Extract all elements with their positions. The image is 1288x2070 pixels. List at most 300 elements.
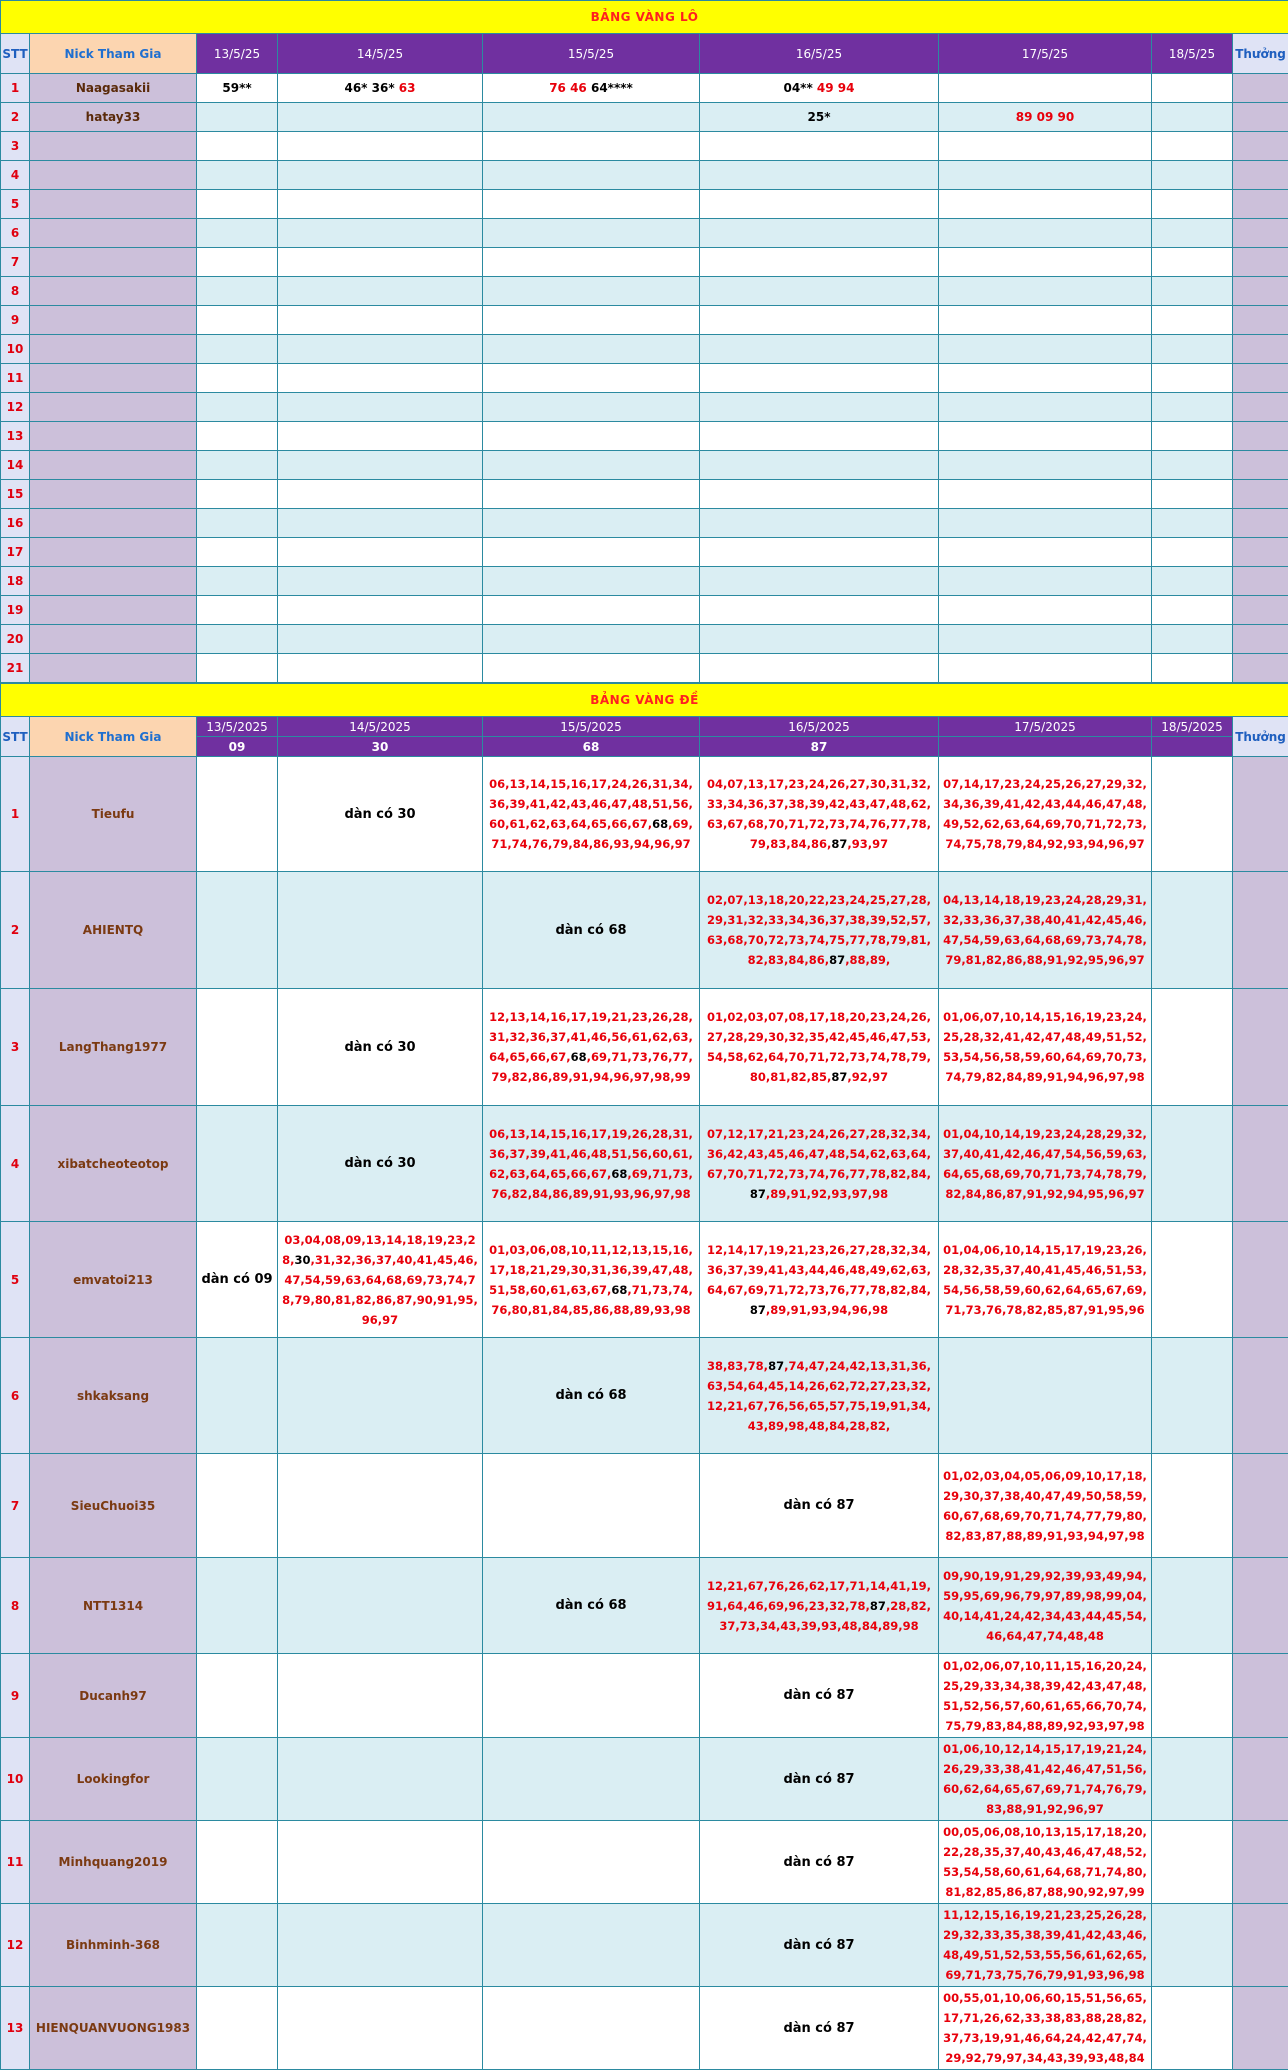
- lo-cell: [278, 161, 483, 190]
- row-thuong: [1233, 872, 1288, 989]
- lo-value: 04**: [783, 81, 816, 95]
- lo-cell: [197, 654, 278, 683]
- lo-cell: [1152, 480, 1233, 509]
- lo-row: [1, 219, 1288, 248]
- de-result: [1152, 737, 1233, 757]
- lo-cell: [1152, 625, 1233, 654]
- row-stt: 20: [1, 625, 30, 654]
- lo-cell: [939, 306, 1152, 335]
- row-thuong: [1233, 190, 1288, 219]
- de-numbers: ,71,73,74,76,80,81,84,85,86,88,89,93,98: [491, 1283, 693, 1317]
- de-cell: [483, 1454, 700, 1558]
- row-thuong: [1233, 1654, 1288, 1738]
- lo-cell: [483, 248, 700, 277]
- de-numbers: ,89,91,93,94,96,98: [766, 1303, 888, 1317]
- de-header-date: 13/5/2025: [197, 717, 278, 737]
- de-numbers: 06,13,14,15,16,17,19,26,28,31,36,37,39,41,46,48,51,56,60,61,62,63,64,65,66,67,: [489, 1127, 693, 1181]
- row-stt: 21: [1, 654, 30, 683]
- row-thuong: [1233, 1106, 1288, 1222]
- de-number-hit: 87: [750, 1187, 766, 1201]
- lo-cell: [483, 538, 700, 567]
- lo-cell: [1152, 190, 1233, 219]
- de-dan-label: dàn có 87: [783, 1938, 854, 1953]
- row-stt: 14: [1, 451, 30, 480]
- de-result: 87: [700, 737, 939, 757]
- de-header-stt: STT: [1, 717, 30, 757]
- row-stt: 12: [1, 393, 30, 422]
- row-nick: xibatcheoteotop: [30, 1106, 197, 1222]
- lo-cell: [197, 74, 278, 103]
- lo-cell: [197, 103, 278, 132]
- de-cell: [483, 757, 700, 872]
- row-thuong: [1233, 393, 1288, 422]
- de-cell: [197, 1222, 278, 1338]
- lo-cell: [197, 364, 278, 393]
- lo-cell: [278, 538, 483, 567]
- lo-cell: [197, 422, 278, 451]
- de-numbers: 03,04,08,09,13,14,18,19,23,28,: [282, 1233, 476, 1267]
- lo-value: 46* 36*: [344, 81, 398, 95]
- de-cell: [1152, 1738, 1233, 1821]
- row-nick: LangThang1977: [30, 989, 197, 1106]
- lo-cell: [939, 393, 1152, 422]
- lo-cell: [1152, 74, 1233, 103]
- lo-header-nick: Nick Tham Gia: [30, 34, 197, 74]
- de-row: [1, 1338, 1288, 1454]
- row-nick: [30, 306, 197, 335]
- de-dan-label: dàn có 30: [344, 1040, 415, 1055]
- lo-row: [1, 480, 1288, 509]
- de-cell: [939, 1738, 1152, 1821]
- de-cell: [1152, 989, 1233, 1106]
- de-cell: [1152, 1821, 1233, 1904]
- de-cell: [700, 989, 939, 1106]
- row-nick: HIENQUANVUONG1983: [30, 1987, 197, 2070]
- de-cell: [939, 1821, 1152, 1904]
- row-thuong: [1233, 103, 1288, 132]
- de-numbers: 01,06,10,12,14,15,17,19,21,24,26,29,33,38,41,42,46,47,51,56,60,62,64,65,67,69,71,74,76,79,83,88,91,92,96,97: [939, 1739, 1151, 1819]
- de-cell: [939, 1454, 1152, 1558]
- row-thuong: [1233, 1987, 1288, 2070]
- de-numbers: 02,07,13,18,20,22,23,24,25,27,28,29,31,32,33,34,36,37,38,39,52,57,63,68,70,72,73,74,75,77,78,79,81,82,83,84,86,: [707, 893, 931, 967]
- lo-value: 64****: [591, 81, 633, 95]
- lo-cell: [197, 480, 278, 509]
- row-thuong: [1233, 1904, 1288, 1987]
- row-nick: [30, 422, 197, 451]
- lo-cell: [197, 248, 278, 277]
- lo-cell: [700, 190, 939, 219]
- de-cell: [939, 1654, 1152, 1738]
- row-nick: [30, 567, 197, 596]
- de-cell: [197, 1904, 278, 1987]
- row-stt: 11: [1, 364, 30, 393]
- row-thuong: [1233, 1558, 1288, 1654]
- lo-cell: [939, 335, 1152, 364]
- row-nick: [30, 132, 197, 161]
- lo-cell: [939, 132, 1152, 161]
- lo-value-hit: 49 94: [817, 81, 855, 95]
- row-nick: [30, 509, 197, 538]
- row-thuong: [1233, 480, 1288, 509]
- row-thuong: [1233, 567, 1288, 596]
- row-nick: Binhminh-368: [30, 1904, 197, 1987]
- de-number-hit: 87: [870, 1599, 886, 1613]
- de-cell: [700, 1904, 939, 1987]
- lo-cell: [278, 132, 483, 161]
- row-thuong: [1233, 509, 1288, 538]
- de-dan-label: dàn có 87: [783, 1688, 854, 1703]
- row-stt: 7: [1, 248, 30, 277]
- lo-row: [1, 509, 1288, 538]
- de-cell: [483, 1222, 700, 1338]
- row-stt: 13: [1, 1987, 30, 2070]
- row-stt: 5: [1, 1222, 30, 1338]
- de-cell: [197, 872, 278, 989]
- lo-cell: [939, 219, 1152, 248]
- de-numbers: ,92,97: [847, 1070, 888, 1084]
- row-thuong: [1233, 132, 1288, 161]
- row-thuong: [1233, 538, 1288, 567]
- lo-cell: [1152, 538, 1233, 567]
- lo-cell: [939, 451, 1152, 480]
- row-stt: 3: [1, 132, 30, 161]
- de-dan-label: dàn có 09: [201, 1272, 272, 1287]
- de-numbers: 09,90,19,91,29,92,39,93,49,94,59,95,69,96,79,97,89,98,99,04,40,14,41,24,42,34,43,44,45,54,46,64,47,74,48,48: [939, 1566, 1151, 1646]
- de-numbers: 00,55,01,10,06,60,15,51,56,65,17,71,26,62,33,38,83,88,28,82,37,73,19,91,46,64,24,42,47,74,29,92,79,97,34,43,39,93,48,84: [939, 1988, 1151, 2068]
- row-stt: 10: [1, 335, 30, 364]
- lo-cell: [1152, 335, 1233, 364]
- lo-cell: [700, 306, 939, 335]
- lo-cell: [483, 596, 700, 625]
- lo-cell: [197, 161, 278, 190]
- lo-cell: [483, 161, 700, 190]
- lo-cell: [278, 364, 483, 393]
- de-cell: [700, 1821, 939, 1904]
- de-number-hit: 68: [611, 1167, 627, 1181]
- de-numbers: ,88,89,: [845, 953, 890, 967]
- de-cell: [483, 1106, 700, 1222]
- lo-cell: [700, 538, 939, 567]
- de-dan-label: dàn có 68: [555, 1598, 626, 1613]
- lo-cell: [1152, 248, 1233, 277]
- lo-cell: [483, 480, 700, 509]
- row-nick: [30, 248, 197, 277]
- lo-cell: [483, 219, 700, 248]
- lo-cell: [483, 335, 700, 364]
- de-numbers: ,69,71,73,76,82,84,86,89,91,93,96,97,98: [491, 1167, 693, 1201]
- de-header-date: 18/5/2025: [1152, 717, 1233, 737]
- de-cell: [278, 1738, 483, 1821]
- row-thuong: [1233, 1338, 1288, 1454]
- lo-cell: [700, 451, 939, 480]
- row-nick: [30, 219, 197, 248]
- lo-table: [0, 0, 1288, 683]
- lo-header-thuong: Thưởng: [1233, 34, 1288, 74]
- lo-cell: [1152, 393, 1233, 422]
- row-thuong: [1233, 757, 1288, 872]
- de-cell: [1152, 1106, 1233, 1222]
- lo-cell: [483, 422, 700, 451]
- lo-cell: [939, 161, 1152, 190]
- de-cell: [278, 1654, 483, 1738]
- de-cell: [700, 1106, 939, 1222]
- de-cell: [483, 1987, 700, 2070]
- lo-cell: [197, 596, 278, 625]
- row-thuong: [1233, 625, 1288, 654]
- lo-cell: [939, 422, 1152, 451]
- row-nick: Ducanh97: [30, 1654, 197, 1738]
- lo-cell: [278, 393, 483, 422]
- lo-cell: [939, 190, 1152, 219]
- de-numbers: 12,13,14,16,17,19,21,23,26,28,31,32,36,37,41,46,56,61,62,63,64,65,66,67,: [489, 1010, 693, 1064]
- lo-value-hit: 76 46: [549, 81, 591, 95]
- lo-row: [1, 306, 1288, 335]
- row-stt: 2: [1, 872, 30, 989]
- de-cell: [278, 1454, 483, 1558]
- de-cell: [197, 1558, 278, 1654]
- lo-cell: [278, 654, 483, 683]
- lo-header-date: 15/5/25: [483, 34, 700, 74]
- row-thuong: [1233, 248, 1288, 277]
- row-thuong: [1233, 422, 1288, 451]
- de-header-date: 16/5/2025: [700, 717, 939, 737]
- row-nick: SieuChuoi35: [30, 1454, 197, 1558]
- de-dan-label: dàn có 87: [783, 2021, 854, 2036]
- de-cell: [700, 1454, 939, 1558]
- row-stt: 10: [1, 1738, 30, 1821]
- de-cell: [483, 989, 700, 1106]
- lo-cell: [1152, 103, 1233, 132]
- lo-cell: [278, 451, 483, 480]
- lo-cell: [1152, 306, 1233, 335]
- de-cell: [939, 1338, 1152, 1454]
- row-stt: 8: [1, 1558, 30, 1654]
- de-numbers: ,28,82,37,73,34,43,39,93,48,84,89,98: [719, 1599, 931, 1633]
- de-dan-label: dàn có 68: [555, 923, 626, 938]
- row-thuong: [1233, 1222, 1288, 1338]
- lo-row: [1, 161, 1288, 190]
- row-nick: [30, 190, 197, 219]
- de-numbers: 12,14,17,19,21,23,26,27,28,32,34,36,37,39,41,43,44,46,48,49,62,63,64,67,69,71,72,73,76,77,78,82,84,: [707, 1243, 931, 1297]
- row-stt: 8: [1, 277, 30, 306]
- de-cell: [197, 989, 278, 1106]
- lo-value-hit: 89 09 90: [1016, 110, 1074, 124]
- lo-cell: [278, 422, 483, 451]
- row-thuong: [1233, 335, 1288, 364]
- de-row: [1, 1987, 1288, 2070]
- lo-row: [1, 451, 1288, 480]
- lo-cell: [278, 596, 483, 625]
- lo-header-date: 14/5/25: [278, 34, 483, 74]
- row-stt: 11: [1, 1821, 30, 1904]
- de-cell: [483, 1904, 700, 1987]
- lo-cell: [197, 567, 278, 596]
- de-number-hit: 68: [611, 1283, 627, 1297]
- lo-cell: [197, 393, 278, 422]
- de-numbers: 07,12,17,21,23,24,26,27,28,32,34,36,42,43,45,46,47,48,54,62,63,64,67,70,71,72,73,74,76,77,78,82,84,: [707, 1127, 931, 1181]
- de-row: [1, 1558, 1288, 1654]
- lo-cell: [278, 74, 483, 103]
- de-cell: [939, 757, 1152, 872]
- lo-cell: [197, 190, 278, 219]
- de-cell: [278, 1904, 483, 1987]
- lo-header-date: 16/5/25: [700, 34, 939, 74]
- de-numbers: ,69,71,73,76,77,79,82,86,89,91,94,96,97,98,99: [491, 1050, 693, 1084]
- lo-cell: [483, 74, 700, 103]
- lo-cell: [278, 567, 483, 596]
- row-thuong: [1233, 74, 1288, 103]
- de-number-hit: 68: [652, 817, 668, 831]
- de-cell: [1152, 1454, 1233, 1558]
- row-nick: NTT1314: [30, 1558, 197, 1654]
- lo-cell: [700, 393, 939, 422]
- de-cell: [700, 1338, 939, 1454]
- de-cell: [278, 1106, 483, 1222]
- de-numbers: 12,21,67,76,26,62,17,71,14,41,19,91,64,46,69,96,23,32,78,: [707, 1579, 931, 1613]
- lo-cell: [1152, 422, 1233, 451]
- de-row: [1, 1454, 1288, 1558]
- de-cell: [278, 757, 483, 872]
- lo-cell: [483, 132, 700, 161]
- row-thuong: [1233, 219, 1288, 248]
- lo-cell: [700, 132, 939, 161]
- de-number-hit: 68: [571, 1050, 587, 1064]
- de-header-nick: Nick Tham Gia: [30, 717, 197, 757]
- lo-cell: [939, 103, 1152, 132]
- lo-cell: [483, 277, 700, 306]
- de-number-hit: 87: [829, 953, 845, 967]
- de-cell: [197, 757, 278, 872]
- lo-cell: [197, 219, 278, 248]
- lo-cell: [483, 567, 700, 596]
- de-cell: [1152, 1987, 1233, 2070]
- row-stt: 19: [1, 596, 30, 625]
- lo-row: [1, 277, 1288, 306]
- de-cell: [483, 1654, 700, 1738]
- de-cell: [483, 1738, 700, 1821]
- de-cell: [700, 1738, 939, 1821]
- de-cell: [1152, 1222, 1233, 1338]
- row-nick: [30, 625, 197, 654]
- de-cell: [483, 872, 700, 989]
- lo-cell: [700, 567, 939, 596]
- lo-row: [1, 393, 1288, 422]
- de-dan-label: dàn có 30: [344, 1156, 415, 1171]
- row-nick: hatay33: [30, 103, 197, 132]
- row-nick: [30, 654, 197, 683]
- lo-row: [1, 654, 1288, 683]
- row-nick: [30, 480, 197, 509]
- de-dan-label: dàn có 68: [555, 1388, 626, 1403]
- lo-cell: [939, 625, 1152, 654]
- de-cell: [197, 1106, 278, 1222]
- lo-cell: [197, 625, 278, 654]
- lo-header-stt: STT: [1, 34, 30, 74]
- de-cell: [1152, 1904, 1233, 1987]
- row-thuong: [1233, 451, 1288, 480]
- row-nick: Tieufu: [30, 757, 197, 872]
- lo-cell: [278, 509, 483, 538]
- de-cell: [1152, 1558, 1233, 1654]
- lo-row: [1, 625, 1288, 654]
- row-thuong: [1233, 1738, 1288, 1821]
- de-dan-label: dàn có 87: [783, 1498, 854, 1513]
- lo-cell: [939, 277, 1152, 306]
- de-numbers: ,31,32,36,37,40,41,45,46,47,54,59,63,64,68,69,73,74,78,79,80,81,82,86,87,90,91,95,96,97: [282, 1253, 478, 1327]
- de-cell: [278, 1821, 483, 1904]
- row-nick: Lookingfor: [30, 1738, 197, 1821]
- de-numbers: 01,03,06,08,10,11,12,13,15,16,17,18,21,29,30,31,36,39,47,48,51,58,60,61,63,67,: [489, 1243, 693, 1297]
- de-cell: [197, 1454, 278, 1558]
- de-result: 30: [278, 737, 483, 757]
- de-numbers: 11,12,15,16,19,21,23,25,26,28,29,32,33,35,38,39,41,42,43,46,48,49,51,52,53,55,56,61,62,65,69,71,73,75,76,79,91,93,96,98: [939, 1905, 1151, 1985]
- lo-cell: [1152, 509, 1233, 538]
- row-nick: [30, 451, 197, 480]
- lo-title: BẢNG VÀNG LÔ: [1, 1, 1288, 34]
- row-stt: 2: [1, 103, 30, 132]
- lo-cell: [700, 103, 939, 132]
- lo-cell: [278, 277, 483, 306]
- lo-cell: [700, 422, 939, 451]
- lo-cell: [1152, 132, 1233, 161]
- row-stt: 3: [1, 989, 30, 1106]
- row-nick: [30, 277, 197, 306]
- row-stt: 4: [1, 161, 30, 190]
- row-stt: 1: [1, 74, 30, 103]
- de-cell: [700, 1222, 939, 1338]
- lo-cell: [197, 335, 278, 364]
- de-cell: [197, 1987, 278, 2070]
- row-nick: Minhquang2019: [30, 1821, 197, 1904]
- row-stt: 6: [1, 1338, 30, 1454]
- row-nick: [30, 161, 197, 190]
- row-thuong: [1233, 989, 1288, 1106]
- lo-cell: [700, 335, 939, 364]
- lo-row: [1, 364, 1288, 393]
- de-numbers: 38,83,78,: [707, 1359, 768, 1373]
- lo-cell: [278, 480, 483, 509]
- row-stt: 7: [1, 1454, 30, 1558]
- lo-cell: [939, 364, 1152, 393]
- lo-cell: [278, 103, 483, 132]
- de-number-hit: 87: [831, 1070, 847, 1084]
- lo-header-date: 13/5/25: [197, 34, 278, 74]
- row-nick: AHIENTQ: [30, 872, 197, 989]
- de-cell: [483, 1338, 700, 1454]
- lo-row: [1, 248, 1288, 277]
- de-numbers: 00,05,06,08,10,13,15,17,18,20,22,28,35,37,40,43,46,47,48,52,53,54,58,60,61,64,68,71,74,80,81,82,85,86,87,88,90,92,97,99: [939, 1822, 1151, 1902]
- lo-header-date: 18/5/25: [1152, 34, 1233, 74]
- row-stt: 5: [1, 190, 30, 219]
- lo-cell: [939, 596, 1152, 625]
- de-cell: [939, 989, 1152, 1106]
- de-dan-label: dàn có 30: [344, 807, 415, 822]
- lo-cell: [197, 132, 278, 161]
- lo-cell: [700, 277, 939, 306]
- de-result: 09: [197, 737, 278, 757]
- lo-cell: [483, 190, 700, 219]
- de-number-hit: 87: [768, 1359, 784, 1373]
- lo-row: [1, 74, 1288, 103]
- lo-header-date: 17/5/25: [939, 34, 1152, 74]
- row-stt: 18: [1, 567, 30, 596]
- lo-value: 25*: [808, 110, 831, 124]
- lo-cell: [1152, 654, 1233, 683]
- de-numbers: 01,02,03,04,05,06,09,10,17,18,29,30,37,38,40,47,49,50,58,59,60,67,68,69,70,71,74,77,79,80,82,83,87,88,89,91,93,94,97,98: [939, 1466, 1151, 1546]
- de-header-thuong: Thưởng: [1233, 717, 1288, 757]
- de-cell: [197, 1338, 278, 1454]
- de-number-hit: 87: [831, 837, 847, 851]
